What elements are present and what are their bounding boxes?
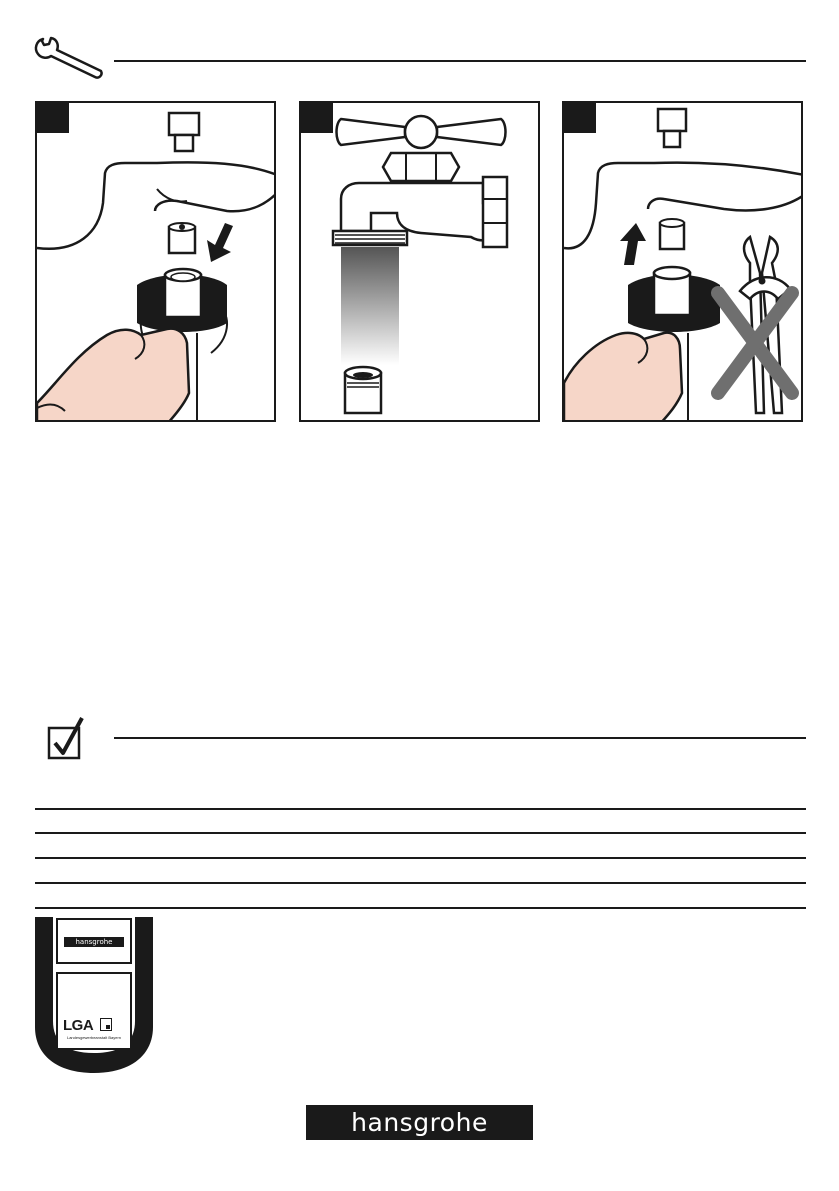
wrench-icon xyxy=(33,33,105,81)
lga-subtext: Landesgewerbeanstalt Bayern xyxy=(66,1035,122,1040)
step-2-panel xyxy=(299,101,540,422)
step-3-panel xyxy=(562,101,803,422)
remove-aerator-illustration xyxy=(564,103,803,422)
table-rule-2 xyxy=(35,832,806,834)
badge-brand-label: hansgrohe xyxy=(64,937,124,947)
footer-brand-logo: hansgrohe xyxy=(306,1105,533,1140)
flush-aerator-illustration xyxy=(301,103,540,422)
table-rule-1 xyxy=(35,808,806,810)
step-1-panel xyxy=(35,101,276,422)
check-section-rule xyxy=(114,737,806,739)
lga-logo xyxy=(63,1017,125,1033)
checkmark-box-icon xyxy=(46,715,86,761)
lga-logo-mark xyxy=(100,1018,112,1031)
lga-logo-text: LGA xyxy=(63,1017,94,1034)
header-rule xyxy=(114,60,806,62)
insert-aerator-illustration xyxy=(37,103,276,422)
table-rule-4 xyxy=(35,882,806,884)
table-rule-5 xyxy=(35,907,806,909)
table-rule-3 xyxy=(35,857,806,859)
certification-badge xyxy=(35,917,153,1073)
